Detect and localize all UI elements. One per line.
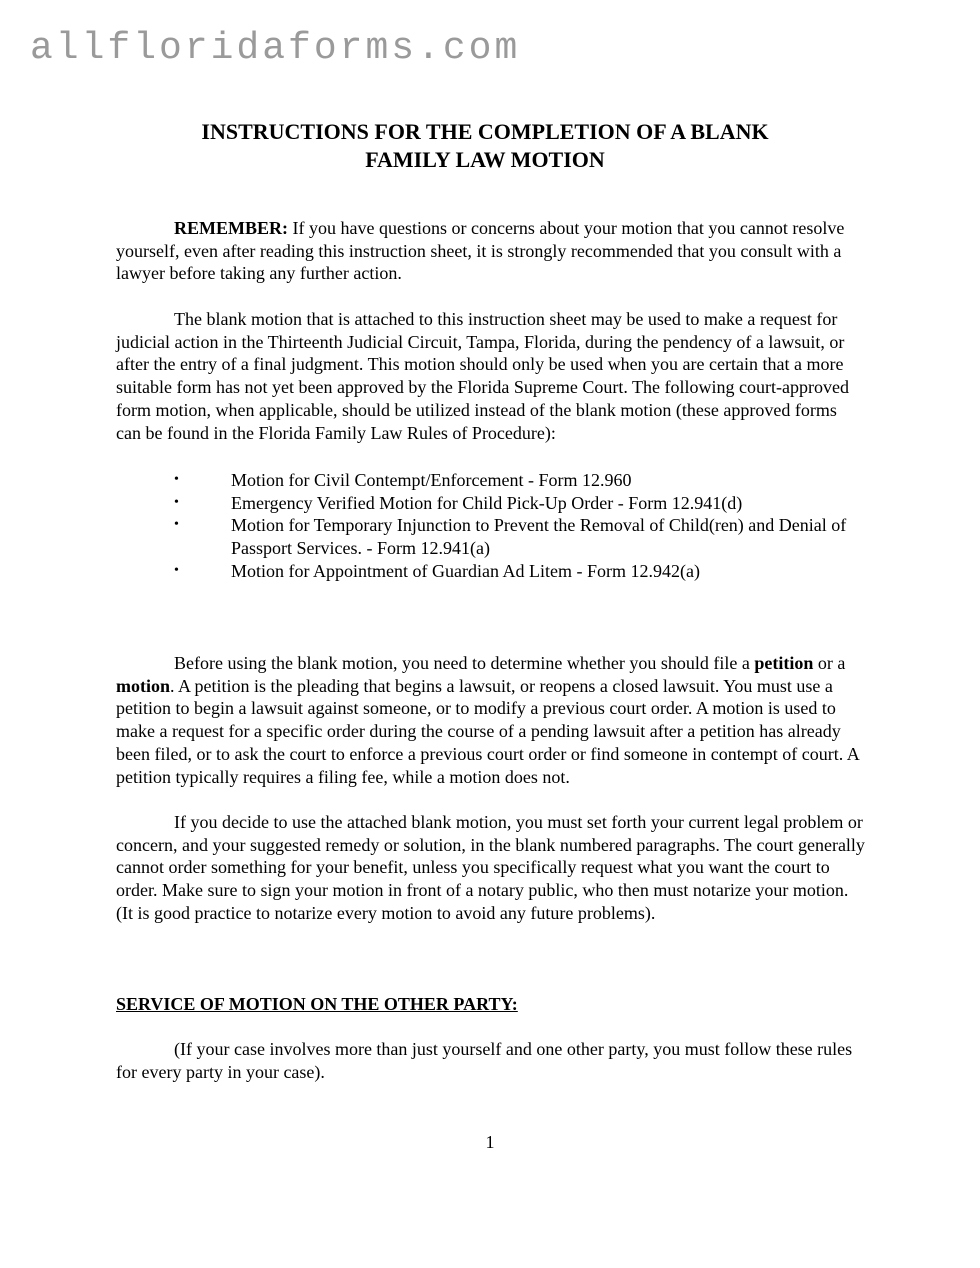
petition-text-2: or a [813, 653, 846, 673]
list-item [116, 469, 866, 492]
watermark: allfloridaforms.com [30, 27, 521, 70]
list-item-text: Motion for Civil Contempt/Enforcement - Form 12.960 [231, 470, 632, 490]
list-item [116, 560, 866, 583]
petition-bold-term: petition [754, 653, 814, 673]
remember-text: If you have questions or concerns about your motion that you cannot resolve yourself, even after reading this instruction sheet, it is strongly recommended that you consult with a lawyer before taking any further action. [116, 218, 845, 284]
list-item [116, 492, 866, 515]
petition-paragraph [116, 652, 866, 788]
list-item-text: Motion for Temporary Injunction to Prevent the Removal of Child(ren) and Denial of Passport Services. - Form 12.941(a) [231, 515, 847, 559]
list-item [116, 514, 866, 559]
bullet-icon: • [174, 562, 179, 578]
list-item-text: Emergency Verified Motion for Child Pick-Up Order - Form 12.941(d) [231, 492, 743, 513]
bullet-icon: • [174, 472, 179, 487]
intro-paragraph: The blank motion that is attached to this instruction sheet may be used to make a request for judicial action in the Thirteenth Judicial Circuit, Tampa, Florida, during the pendency of a lawsuit, or after the entry of a final judgment. This motion should only be used when you are certain that a more suitable form has not yet been approved by the Florida Supreme Court. The following court-approved form motion, when applicable, should be utilized instead of the blank motion (these approved forms can be found in the Florida Family Law Rules of Procedure): [116, 309, 849, 443]
service-heading: SERVICE OF MOTION ON THE OTHER PARTY: [116, 994, 518, 1014]
service-paragraph: (If your case involves more than just yourself and one other party, you must follow these rules for every party in your case). [116, 1039, 853, 1082]
title-line-2: FAMILY LAW MOTION [365, 147, 605, 172]
petition-text-1: Before using the blank motion, you need to determine whether you should file a [174, 653, 755, 673]
bullet-icon: • [174, 494, 179, 510]
page-number: 1 [485, 1132, 495, 1152]
blank-motion-paragraph: If you decide to use the attached blank motion, you must set forth your current legal problem or concern, and your suggested remedy or solution, in the blank numbered paragraphs. The court generally cannot order something for your benefit, unless you specifically request what you want the court to order. Make sure to sign your motion in front of a notary public, who then must notarize your motion. (It is good practice to notarize every motion to avoid any future problems). [116, 812, 865, 923]
list-item-text: Motion for Appointment of Guardian Ad Litem - Form 12.942(a) [231, 560, 700, 581]
bullet-icon: • [174, 517, 179, 533]
remember-paragraph [116, 217, 866, 285]
approved-forms-list [116, 469, 866, 583]
document-title [116, 118, 854, 174]
petition-text-3: . A petition is the pleading that begins a lawsuit, or reopens a closed lawsuit. You must use a petition to begin a lawsuit against someone, or to modify a previous court order. A motion is used to make a request for a specific order during the course of a pending lawsuit after a petition has already been filed, or to ask the court to enforce a previous court order or find someone in contempt of court. A petition typically requires a filing fee, while a motion does not. [116, 675, 859, 787]
motion-bold-term: motion [116, 675, 170, 696]
title-line-1: INSTRUCTIONS FOR THE COMPLETION OF A BLANK [201, 119, 769, 144]
remember-label: REMEMBER: [174, 218, 288, 238]
